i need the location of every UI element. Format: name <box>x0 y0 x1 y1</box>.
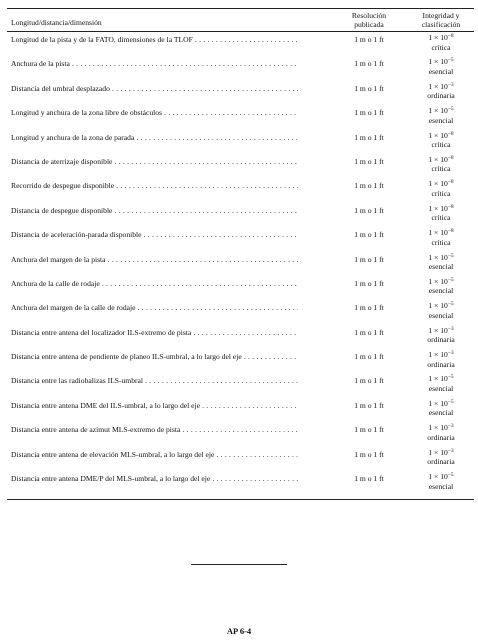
row-resolution: 1 m o 1 ft <box>354 35 384 44</box>
row-integrity <box>409 326 473 345</box>
integrity-base: 1 × 10 <box>428 33 448 42</box>
row-integrity <box>409 33 473 52</box>
row-dimension: Distancia entre antena de elevación MLS-umbral, a lo largo del eje . . . <box>11 450 298 459</box>
row-dimension: Distancia de aterrizaje disponible . . . <box>11 157 298 166</box>
integrity-base: 1 × 10 <box>428 154 448 164</box>
integrity-exponent: −5 <box>447 252 454 259</box>
row-integrity <box>409 350 473 369</box>
integrity-class: crítica <box>431 237 451 247</box>
integrity-class: esencial <box>428 310 454 320</box>
integrity-class: esencial <box>428 383 454 393</box>
table-row <box>0 325 478 349</box>
table-row <box>0 56 478 80</box>
row-dimension: Anchura del margen de la pista . . . <box>11 255 298 264</box>
integrity-class: ordinaria <box>427 457 455 467</box>
integrity-base: 1 × 10 <box>428 423 448 433</box>
integrity-exponent: −8 <box>447 130 454 137</box>
row-resolution: 1 m o 1 ft <box>354 156 384 166</box>
row-resolution: 1 m o 1 ft <box>354 205 384 215</box>
table-row <box>0 471 478 495</box>
integrity-exponent: −5 <box>447 276 454 283</box>
table-row <box>0 373 478 397</box>
integrity-class: crítica <box>431 188 451 198</box>
row-integrity <box>409 106 473 125</box>
row-dimension: Longitud y anchura de la zona libre de obstáculos . . . <box>11 108 298 117</box>
table-body <box>0 32 478 495</box>
integrity-base: 1 × 10 <box>428 57 448 67</box>
row-resolution: 1 m o 1 ft <box>354 352 384 362</box>
integrity-base: 1 × 10 <box>428 301 448 311</box>
table-row <box>0 398 478 422</box>
integrity-base: 1 × 10 <box>428 203 448 213</box>
table-top-rule <box>7 8 474 9</box>
row-resolution: 1 m o 1 ft <box>354 303 384 313</box>
row-integrity <box>409 448 473 467</box>
page-number: AP 6-4 <box>226 626 252 636</box>
integrity-class: ordinaria <box>427 432 455 442</box>
row-resolution: 1 m o 1 ft <box>354 449 384 459</box>
row-integrity <box>409 204 473 223</box>
table-row <box>0 276 478 300</box>
footnote-rule <box>191 564 287 565</box>
integrity-class: esencial <box>428 66 454 76</box>
row-dimension: Distancia entre antena DME del ILS-umbral, a lo largo del eje . . . <box>11 401 298 410</box>
integrity-exponent: −8 <box>447 203 454 210</box>
integrity-class: crítica <box>431 213 451 223</box>
integrity-class: ordinaria <box>427 91 455 101</box>
row-dimension: Longitud y anchura de la zona de parada . . . <box>11 133 298 142</box>
integrity-class: ordinaria <box>427 335 455 345</box>
integrity-class: ordinaria <box>427 359 455 369</box>
integrity-exponent: −8 <box>447 228 454 235</box>
row-resolution: 1 m o 1 ft <box>354 108 384 118</box>
row-dimension: Distancia del umbral desplazado . . . <box>11 84 298 93</box>
integrity-base: 1 × 10 <box>428 472 448 482</box>
row-integrity <box>409 399 473 418</box>
integrity-class: esencial <box>428 115 454 125</box>
integrity-base: 1 × 10 <box>428 276 448 286</box>
integrity-class: esencial <box>428 286 454 296</box>
row-resolution: 1 m o 1 ft <box>354 132 384 142</box>
integrity-base: 1 × 10 <box>428 81 448 91</box>
table-row <box>0 81 478 105</box>
row-resolution: 1 m o 1 ft <box>354 254 384 264</box>
header-integrity: Integridad y clasificación <box>421 11 461 29</box>
table-row <box>0 422 478 446</box>
table-row <box>0 227 478 251</box>
row-integrity <box>409 155 473 174</box>
header-resolution: Resolución publicada <box>351 11 387 29</box>
integrity-base: 1 × 10 <box>428 374 448 384</box>
row-resolution: 1 m o 1 ft <box>354 181 384 191</box>
row-dimension: Anchura del margen de la calle de rodaje . . . <box>11 303 298 312</box>
integrity-base: 1 × 10 <box>428 252 448 262</box>
row-dimension: Distancia de aceleración-parada disponible . . . <box>11 230 298 239</box>
table-row <box>0 178 478 202</box>
header-dimension: Longitud/distancia/dimensión <box>11 18 102 27</box>
integrity-exponent: −3 <box>447 423 454 430</box>
integrity-class: crítica <box>431 164 451 174</box>
row-dimension: Distancia entre antena de pendiente de planeo ILS-umbral, a lo largo del eje . . . <box>11 352 298 361</box>
row-dimension: Anchura de la pista . . . <box>11 59 298 68</box>
row-integrity <box>409 277 473 296</box>
integrity-base: 1 × 10 <box>428 106 448 116</box>
integrity-exponent: −5 <box>447 57 454 64</box>
row-resolution: 1 m o 1 ft <box>354 59 384 69</box>
table-row <box>0 252 478 276</box>
integrity-base: 1 × 10 <box>428 350 448 360</box>
integrity-class: crítica <box>431 140 451 150</box>
table-row <box>0 300 478 324</box>
row-resolution: 1 m o 1 ft <box>354 400 384 410</box>
integrity-base: 1 × 10 <box>428 325 448 335</box>
integrity-class: esencial <box>428 408 454 418</box>
row-resolution: 1 m o 1 ft <box>354 425 384 435</box>
row-dimension: Longitud de la pista y de la FATO, dimensiones de la TLOF . . . <box>11 35 298 44</box>
table-row <box>0 203 478 227</box>
row-integrity <box>409 423 473 442</box>
row-dimension: Distancia entre antena DME/P del MLS-umbral, a lo largo del eje . . . <box>11 474 298 483</box>
integrity-class: esencial <box>428 262 454 272</box>
integrity-exponent: −8 <box>447 154 454 161</box>
integrity-exponent: −5 <box>447 398 454 405</box>
integrity-class: crítica <box>431 42 451 52</box>
integrity-exponent: −5 <box>447 472 454 479</box>
integrity-exponent: −3 <box>447 447 454 454</box>
table-row <box>0 154 478 178</box>
integrity-exponent: −5 <box>447 374 454 381</box>
row-integrity <box>409 301 473 320</box>
integrity-exponent: −3 <box>447 350 454 357</box>
integrity-exponent: −3 <box>447 325 454 332</box>
row-resolution: 1 m o 1 ft <box>354 327 384 337</box>
integrity-base: 1 × 10 <box>428 398 448 408</box>
integrity-exponent: −8 <box>447 179 454 186</box>
row-resolution: 1 m o 1 ft <box>354 474 384 484</box>
row-dimension: Distancia entre las radiobalizas ILS-umbral . . . <box>11 376 298 385</box>
row-integrity <box>409 228 473 247</box>
table-bottom-rule <box>7 499 474 500</box>
row-resolution: 1 m o 1 ft <box>354 83 384 93</box>
row-integrity <box>409 57 473 76</box>
row-dimension: Distancia entre antena del localizador ILS-extremo de pista . . . <box>11 328 298 337</box>
integrity-base: 1 × 10 <box>428 447 448 457</box>
integrity-exponent: −5 <box>447 301 454 308</box>
row-integrity <box>409 131 473 150</box>
integrity-base: 1 × 10 <box>428 179 448 189</box>
row-integrity <box>409 253 473 272</box>
row-dimension: Distancia de despegue disponible . . . <box>11 206 298 215</box>
table-row <box>0 130 478 154</box>
integrity-class: esencial <box>428 481 454 491</box>
table-row <box>0 105 478 129</box>
integrity-exponent: −3 <box>447 81 454 88</box>
table-row <box>0 349 478 373</box>
table-row <box>0 32 478 56</box>
row-integrity <box>409 82 473 101</box>
row-resolution: 1 m o 1 ft <box>354 230 384 240</box>
row-dimension: Anchura de la calle de rodaje . . . <box>11 279 298 288</box>
row-resolution: 1 m o 1 ft <box>354 376 384 386</box>
table-row <box>0 447 478 471</box>
integrity-base: 1 × 10 <box>428 228 448 238</box>
row-integrity <box>409 472 473 491</box>
row-integrity <box>409 374 473 393</box>
integrity-exponent: −5 <box>447 106 454 113</box>
row-resolution: 1 m o 1 ft <box>354 278 384 288</box>
row-dimension: Distancia entre antena de azimut MLS-extremo de pista . . . <box>11 425 298 434</box>
integrity-exponent: −8 <box>447 33 454 39</box>
integrity-base: 1 × 10 <box>428 130 448 140</box>
row-dimension: Recorrido de despegue disponible . . . <box>11 181 298 190</box>
row-integrity <box>409 179 473 198</box>
